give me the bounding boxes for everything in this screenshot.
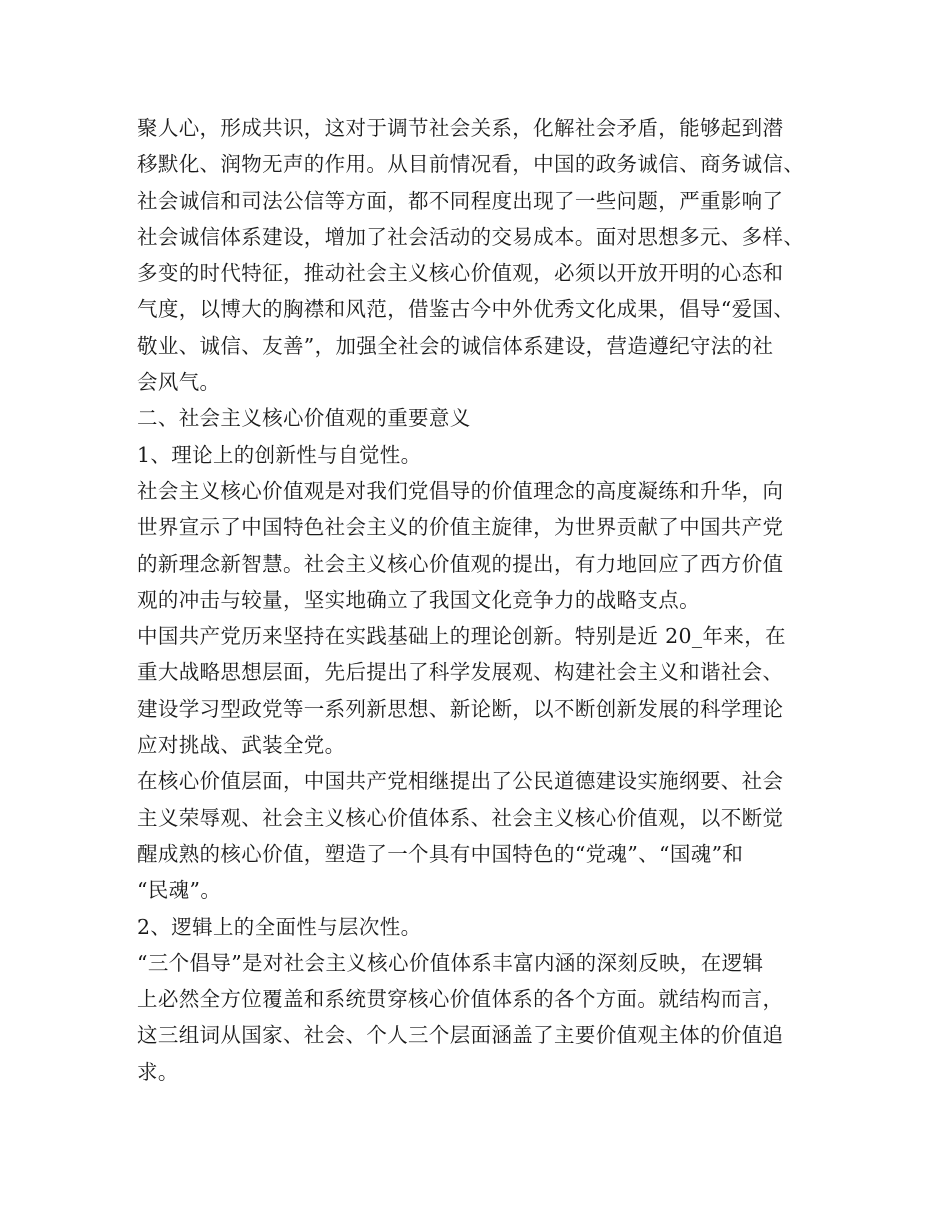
- text-line: “民魂”。: [137, 878, 222, 903]
- text-line: 求。: [137, 1059, 179, 1084]
- text-line: 聚人心，形成共识，这对于调节社会关系，化解社会矛盾，能够起到潜: [137, 116, 784, 140]
- text-line: 社会主义核心价值观是对我们党倡导的价值理念的高度凝练和升华，向: [137, 478, 784, 503]
- text-line: 主义荣辱观、社会主义核心价值体系、社会主义核心价值观，以不断觉: [137, 805, 784, 830]
- text-line: 醒成熟的核心价值，塑造了一个具有中国特色的“党魂”、“国魂”和: [137, 841, 744, 866]
- text-line: 的新理念新智慧。社会主义核心价值观的提出，有力地回应了西方价值: [137, 551, 784, 576]
- document-body: [137, 110, 827, 1090]
- subsection-heading: 2、逻辑上的全面性与层次性。: [137, 914, 422, 939]
- text-line: 气度，以博大的胸襟和风范，借鉴古今中外优秀文化成果，倡导“爱国、: [137, 297, 795, 322]
- section-heading: 二、社会主义核心价值观的重要意义: [137, 406, 471, 431]
- text-line: 移默化、润物无声的作用。从目前情况看，中国的政务诚信、商务诚信、: [137, 152, 805, 177]
- text-line: 观的冲击与较量，坚实地确立了我国文化竞争力的战略支点。: [137, 587, 700, 612]
- text-line: 应对挑战、武装全党。: [137, 733, 346, 758]
- text-line: 敬业、诚信、友善”，加强全社会的诚信体系建设，营造遵纪守法的社: [137, 333, 774, 358]
- subsection-heading: 1、理论上的创新性与自觉性。: [137, 442, 422, 467]
- text-line: 中国共产党历来坚持在实践基础上的理论创新。特别是近 20_年来，在: [137, 624, 786, 649]
- text-line: 社会诚信体系建设，增加了社会活动的交易成本。面对思想多元、多样、: [137, 224, 805, 249]
- text-line: 社会诚信和司法公信等方面，都不同程度出现了一些问题，严重影响了: [137, 188, 784, 213]
- text-line: 这三组词从国家、社会、个人三个层面涵盖了主要价值观主体的价值追: [137, 1023, 784, 1048]
- text-line: 多变的时代特征，推动社会主义核心价值观，必须以开放开明的心态和: [137, 261, 784, 286]
- text-line: 建设学习型政党等一系列新思想、新论断，以不断创新发展的科学理论: [137, 696, 784, 721]
- text-line: 重大战略思想层面，先后提出了科学发展观、构建社会主义和谐社会、: [137, 660, 784, 685]
- text-line: 会风气。: [137, 370, 221, 395]
- text-line: 在核心价值层面，中国共产党相继提出了公民道德建设实施纲要、社会: [137, 769, 784, 794]
- text-line: 世界宣示了中国特色社会主义的价值主旋律，为世界贡献了中国共产党: [137, 515, 784, 540]
- text-line: 上必然全方位覆盖和系统贯穿核心价值体系的各个方面。就结构而言，: [137, 987, 784, 1012]
- text-line: “三个倡导”是对社会主义核心价值体系丰富内涵的深刻反映，在逻辑: [137, 950, 764, 975]
